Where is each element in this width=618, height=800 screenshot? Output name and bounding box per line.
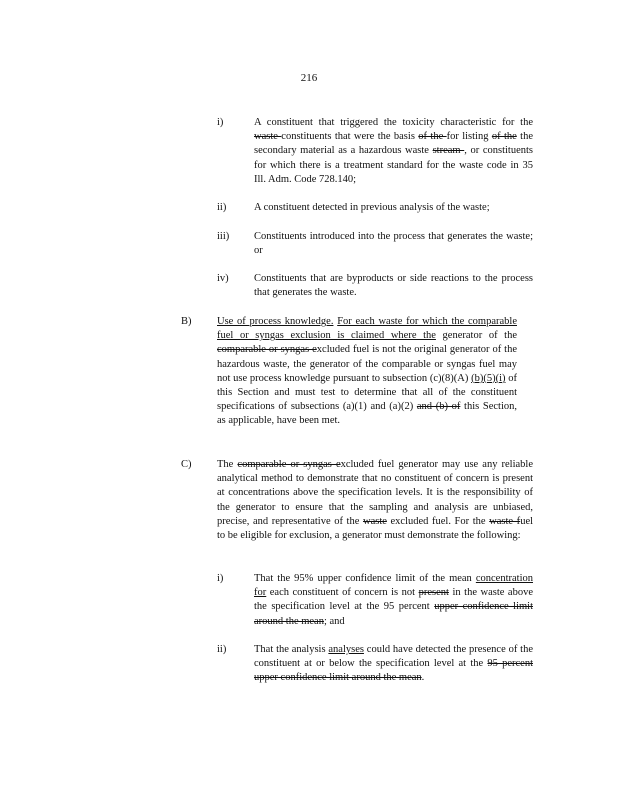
deleted-text: 95 percent upper confidence limit around the mean bbox=[254, 658, 533, 684]
deleted-text: comparable or syngas e bbox=[217, 344, 317, 356]
inserted-text: For each waste for which the comparable fuel or syngas exclusion is claimed where the bbox=[217, 316, 517, 342]
deleted-text: of the bbox=[491, 131, 517, 143]
text-segment: excluded fuel. For the bbox=[386, 515, 490, 527]
text-segment: generator of the bbox=[435, 330, 518, 342]
text-segment: Constituents that are byproducts or side reactions to the process that generates the waste. bbox=[254, 273, 533, 299]
list-item-text bbox=[254, 272, 533, 300]
deleted-text: of the bbox=[418, 131, 447, 143]
text-segment: The bbox=[217, 459, 238, 470]
deleted-text: comparable or syngas e bbox=[237, 459, 341, 470]
text-segment: . bbox=[421, 672, 425, 684]
text-segment: the secondary material as a hazardous waste bbox=[254, 131, 534, 157]
inserted-text: concentration for bbox=[254, 573, 533, 599]
text-segment: could have detected the presence of the constituent at or below the specification level at the bbox=[254, 644, 533, 670]
text-segment: constituents that were the basis bbox=[281, 131, 419, 143]
deleted-text: waste f bbox=[489, 515, 521, 527]
text-segment: That the analysis bbox=[254, 644, 329, 655]
item-label: iii) bbox=[217, 231, 230, 242]
inserted-text: analyses bbox=[328, 644, 364, 655]
list-item-text bbox=[254, 643, 533, 686]
inserted-text: (b)(5)(i) bbox=[471, 372, 506, 384]
text-segment: in the waste above the specification level at the 95 percent bbox=[254, 587, 533, 613]
deleted-text: stream bbox=[432, 145, 465, 157]
deleted-text: and (b) of bbox=[416, 401, 461, 413]
text-segment: That the 95% upper confidence limit of the mean bbox=[254, 573, 476, 584]
list-item-text bbox=[254, 572, 533, 629]
text-segment: this Section, as applicable, have been met. bbox=[217, 401, 518, 427]
text-segment: for listing bbox=[446, 131, 492, 143]
deleted-text: upper confidence limit around the mean bbox=[254, 601, 533, 627]
list-item-text bbox=[254, 116, 533, 187]
inserted-text: Use of process knowledge. bbox=[217, 316, 334, 327]
page-number: 216 bbox=[300, 72, 318, 84]
deleted-text: waste bbox=[254, 131, 282, 143]
text-segment: xcluded fuel is not the original generator of the hazardous waste, the generator of the comparable or syngas fuel may not use process knowledge pursuant to subsection (c)(8)(A) bbox=[217, 344, 518, 384]
text-segment: Constituents introduced into the process that generates the waste; or bbox=[254, 231, 533, 257]
list-item-text bbox=[254, 201, 533, 215]
section-b-text bbox=[217, 315, 517, 429]
text-segment: uel to be eligible for exclusion, a generator must demonstrate the following: bbox=[217, 515, 534, 542]
text-segment: of this Section and must test to determine that all of the constituent specifications of subsections (a)(1) and (a)(2) bbox=[217, 372, 517, 413]
list-item-text bbox=[254, 230, 533, 258]
text-segment: each constituent of concern is not bbox=[266, 587, 419, 599]
text-segment: A constituent that triggered the toxicity characteristic for the bbox=[254, 117, 533, 128]
text-segment: xcluded fuel generator may use any reliable analytical method to demonstrate that no constituent of concern is present at concentrations above the specification levels. It is the responsibility of the generator to ensure that the sampling and analysis are unbiased, precise, and representative of the bbox=[217, 459, 533, 527]
section-label: C) bbox=[181, 459, 192, 470]
item-label: iv) bbox=[217, 273, 229, 284]
item-label: ii) bbox=[217, 202, 227, 213]
item-label: ii) bbox=[217, 644, 227, 655]
section-label: B) bbox=[181, 316, 192, 327]
deleted-text: present bbox=[418, 587, 449, 599]
text-segment: , or constituents for which there is a treatment standard for the waste code in 35 Ill. Adm. Code 728.140; bbox=[254, 145, 533, 185]
section-c-text bbox=[217, 458, 533, 543]
text-segment: A constituent detected in previous analysis of the waste; bbox=[254, 202, 490, 213]
item-label: i) bbox=[217, 117, 224, 128]
deleted-text: waste bbox=[362, 515, 387, 527]
item-label: i) bbox=[217, 573, 224, 584]
text-segment: ; and bbox=[323, 615, 345, 627]
